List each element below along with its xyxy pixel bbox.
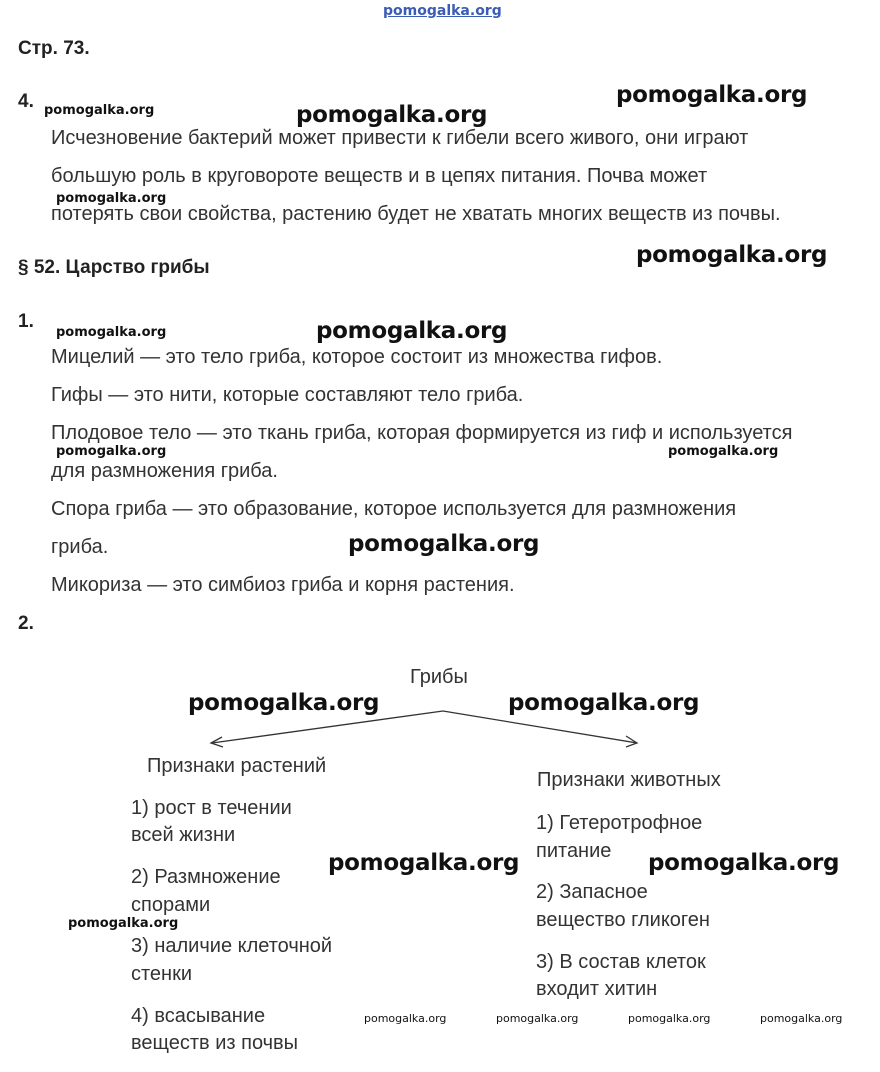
watermark-top: pomogalka.org: [383, 3, 502, 19]
right-item-3-line-1: 3) В состав клеток: [536, 951, 706, 973]
q1-line-6: гриба.: [51, 536, 109, 558]
q1-line-2: Гифы — это нити, которые составляют тело гриба.: [51, 384, 524, 406]
watermark: pomogalka.org: [628, 1012, 711, 1025]
right-item-3-line-2: входит хитин: [536, 978, 658, 1000]
watermark: pomogalka.org: [188, 690, 380, 716]
watermark: pomogalka.org: [668, 444, 779, 459]
watermark: pomogalka.org: [348, 531, 540, 557]
right-item-2-line-1: 2) Запасное: [536, 881, 648, 903]
watermark: pomogalka.org: [316, 318, 508, 344]
q4-line-3: потерять свои свойства, растению будет не хватать многих веществ из почвы.: [51, 203, 781, 225]
watermark: pomogalka.org: [44, 103, 155, 118]
left-item-4-line-1: 4) всасывание: [131, 1005, 266, 1027]
q4-line-1: Исчезновение бактерий может привести к гибели всего живого, они играют: [51, 127, 749, 149]
q1-line-3: Плодовое тело — это ткань гриба, которая формируется из гиф и используется: [51, 422, 793, 444]
question-1-number: 1.: [18, 311, 34, 332]
watermark: pomogalka.org: [56, 325, 167, 340]
diagram-root: Грибы: [410, 666, 468, 688]
left-item-2-line-2: спорами: [131, 894, 211, 916]
watermark: pomogalka.org: [328, 850, 520, 876]
q1-line-1: Мицелий — это тело гриба, которое состоит из множества гифов.: [51, 346, 663, 368]
watermark: pomogalka.org: [508, 690, 700, 716]
watermark: pomogalka.org: [648, 850, 840, 876]
left-item-1-line-1: 1) рост в течении: [131, 797, 292, 819]
left-item-1-line-2: всей жизни: [131, 824, 236, 846]
q1-line-4: для размножения гриба.: [51, 460, 278, 482]
q1-line-5: Спора гриба — это образование, которое используется для размножения: [51, 498, 737, 520]
watermark: pomogalka.org: [56, 191, 167, 206]
watermark: pomogalka.org: [760, 1012, 843, 1025]
watermark: pomogalka.org: [496, 1012, 579, 1025]
question-4-number: 4.: [18, 91, 34, 112]
watermark: pomogalka.org: [364, 1012, 447, 1025]
left-item-3-line-2: стенки: [131, 963, 193, 985]
right-item-1-line-1: 1) Гетеротрофное: [536, 812, 703, 834]
watermark: pomogalka.org: [636, 242, 828, 268]
watermark: pomogalka.org: [68, 916, 179, 931]
question-2-number: 2.: [18, 613, 34, 634]
right-item-2-line-2: вещество гликоген: [536, 909, 710, 931]
right-branch-title: Признаки животных: [537, 769, 721, 791]
right-item-1-line-2: питание: [536, 840, 612, 862]
page-reference: Стр. 73.: [18, 38, 90, 59]
left-item-4-line-2: веществ из почвы: [131, 1032, 299, 1054]
watermark: pomogalka.org: [616, 82, 808, 108]
watermark: pomogalka.org: [296, 102, 488, 128]
left-branch-title: Признаки растений: [147, 755, 327, 777]
left-item-3-line-1: 3) наличие клеточной: [131, 935, 333, 957]
watermark: pomogalka.org: [56, 444, 167, 459]
section-title: § 52. Царство грибы: [18, 257, 210, 278]
q1-line-7: Микориза — это симбиоз гриба и корня растения.: [51, 574, 515, 596]
left-item-2-line-1: 2) Размножение: [131, 866, 281, 888]
q4-line-2: большую роль в круговороте веществ и в цепях питания. Почва может: [51, 165, 708, 187]
